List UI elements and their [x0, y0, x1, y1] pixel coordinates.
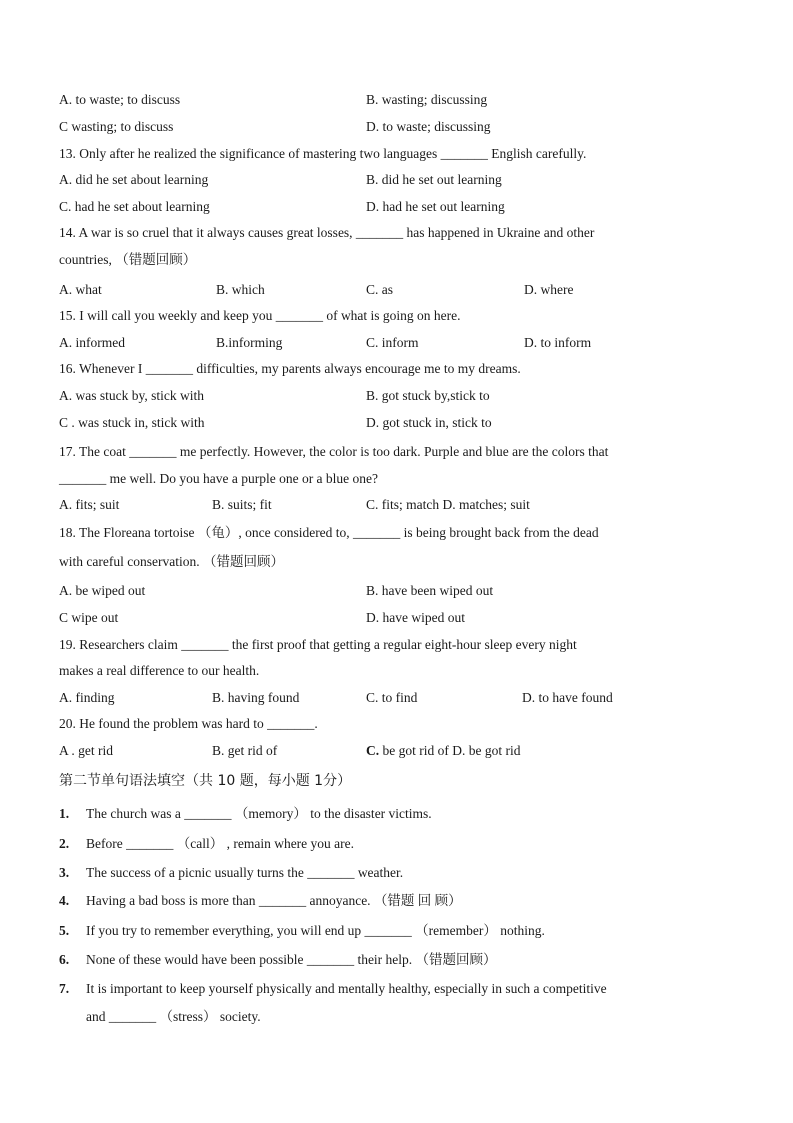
- q13-stem: 13. Only after he realized the significance of mastering two languages _______ English carefully.: [59, 146, 587, 161]
- q19-option-a: A. finding: [59, 690, 115, 705]
- s2-item-4-text: Having a bad boss is more than _______ annoyance. （错题 回 顾）: [86, 893, 462, 908]
- q16-option-c: C . was stuck in, stick with: [59, 415, 205, 430]
- q12-option-a: A. to waste; to discuss: [59, 92, 181, 107]
- s2-item-2-number: 2.: [59, 836, 70, 851]
- q14-stem-line1: 14. A war is so cruel that it always causes great losses, _______ has happened in Ukraine and other: [59, 225, 595, 240]
- q15-option-d: D. to inform: [524, 335, 592, 350]
- s2-item-5-number: 5.: [59, 923, 70, 938]
- q12-option-c: C wasting; to discuss: [59, 119, 174, 134]
- s2-item-3-number: 3.: [59, 865, 70, 880]
- s2-item-3-text: The success of a picnic usually turns the _______ weather.: [86, 865, 404, 880]
- q15-stem: 15. I will call you weekly and keep you _______ of what is going on here.: [59, 308, 461, 323]
- s2-item-6-text: None of these would have been possible _______ their help. （错题回顾）: [86, 952, 497, 967]
- q13-option-b: B. did he set out learning: [366, 172, 502, 187]
- q14-option-c: C. as: [366, 282, 393, 297]
- q18-option-b: B. have been wiped out: [366, 583, 494, 598]
- q17-stem-line2: _______ me well. Do you have a purple one or a blue one?: [59, 471, 379, 486]
- s2-item-7-text-line2: and _______ （stress） society.: [86, 1009, 261, 1024]
- s2-item-1-text: The church was a _______ （memory） to the disaster victims.: [86, 806, 432, 821]
- s2-item-6-number: 6.: [59, 952, 70, 967]
- q16-option-a: A. was stuck by, stick with: [59, 388, 204, 403]
- q15-option-c: C. inform: [366, 335, 419, 350]
- q17-option-b: B. suits; fit: [212, 497, 272, 512]
- s2-item-4-number: 4.: [59, 893, 70, 908]
- q20-option-cd-text: be got rid of D. be got rid: [379, 743, 521, 758]
- q18-option-c: C wipe out: [59, 610, 119, 625]
- q13-option-d: D. had he set out learning: [366, 199, 505, 214]
- q12-option-d: D. to waste; discussing: [366, 119, 491, 134]
- q19-option-b: B. having found: [212, 690, 300, 705]
- q20-option-c-letter: C.: [366, 743, 380, 758]
- q18-option-a: A. be wiped out: [59, 583, 146, 598]
- q16-option-b: B. got stuck by,stick to: [366, 388, 490, 403]
- q19-option-d: D. to have found: [522, 690, 613, 705]
- s2-item-2-text: Before _______ （call） , remain where you are.: [86, 836, 355, 851]
- q13-option-c: C. had he set about learning: [59, 199, 210, 214]
- q16-stem: 16. Whenever I _______ difficulties, my parents always encourage me to my dreams.: [59, 361, 521, 376]
- q14-option-b: B. which: [216, 282, 265, 297]
- s2-item-1-number: 1.: [59, 806, 70, 821]
- q20-option-b: B. get rid of: [212, 743, 278, 758]
- q17-option-cd: C. fits; match D. matches; suit: [366, 497, 530, 512]
- q18-stem-line1: 18. The Floreana tortoise （龟）, once considered to, _______ is being brought back from the dead: [59, 525, 599, 540]
- q15-option-b: B.informing: [216, 335, 283, 350]
- q14-option-d: D. where: [524, 282, 574, 297]
- q17-stem-line1: 17. The coat _______ me perfectly. However, the color is too dark. Purple and blue are the colors that: [59, 444, 609, 459]
- s2-item-5-text: If you try to remember everything, you will end up _______ （remember） nothing.: [86, 923, 545, 938]
- q14-option-a: A. what: [59, 282, 102, 297]
- q20-stem: 20. He found the problem was hard to _______.: [59, 716, 318, 731]
- q15-option-a: A. informed: [59, 335, 125, 350]
- q19-stem-line2: makes a real difference to our health.: [59, 663, 260, 678]
- q19-option-c: C. to find: [366, 690, 418, 705]
- q20-option-cd: [366, 743, 520, 759]
- q17-option-a: A. fits; suit: [59, 497, 120, 512]
- q18-stem-line2: with careful conservation. （错题回顾）: [59, 554, 284, 569]
- q14-stem-line2: countries, （错题回顾）: [59, 252, 197, 267]
- section2-title: 第二节单句语法填空（共 10 题，每小题 1分）: [59, 773, 352, 789]
- q20-option-a: A . get rid: [59, 743, 113, 758]
- q18-option-d: D. have wiped out: [366, 610, 465, 625]
- s2-item-7-number: 7.: [59, 981, 70, 996]
- q16-option-d: D. got stuck in, stick to: [366, 415, 492, 430]
- s2-item-7-text: It is important to keep yourself physically and mentally healthy, especially in such a competitive: [86, 981, 607, 996]
- q19-stem-line1: 19. Researchers claim _______ the first proof that getting a regular eight-hour sleep every night: [59, 637, 577, 652]
- q13-option-a: A. did he set about learning: [59, 172, 209, 187]
- q12-option-b: B. wasting; discussing: [366, 92, 488, 107]
